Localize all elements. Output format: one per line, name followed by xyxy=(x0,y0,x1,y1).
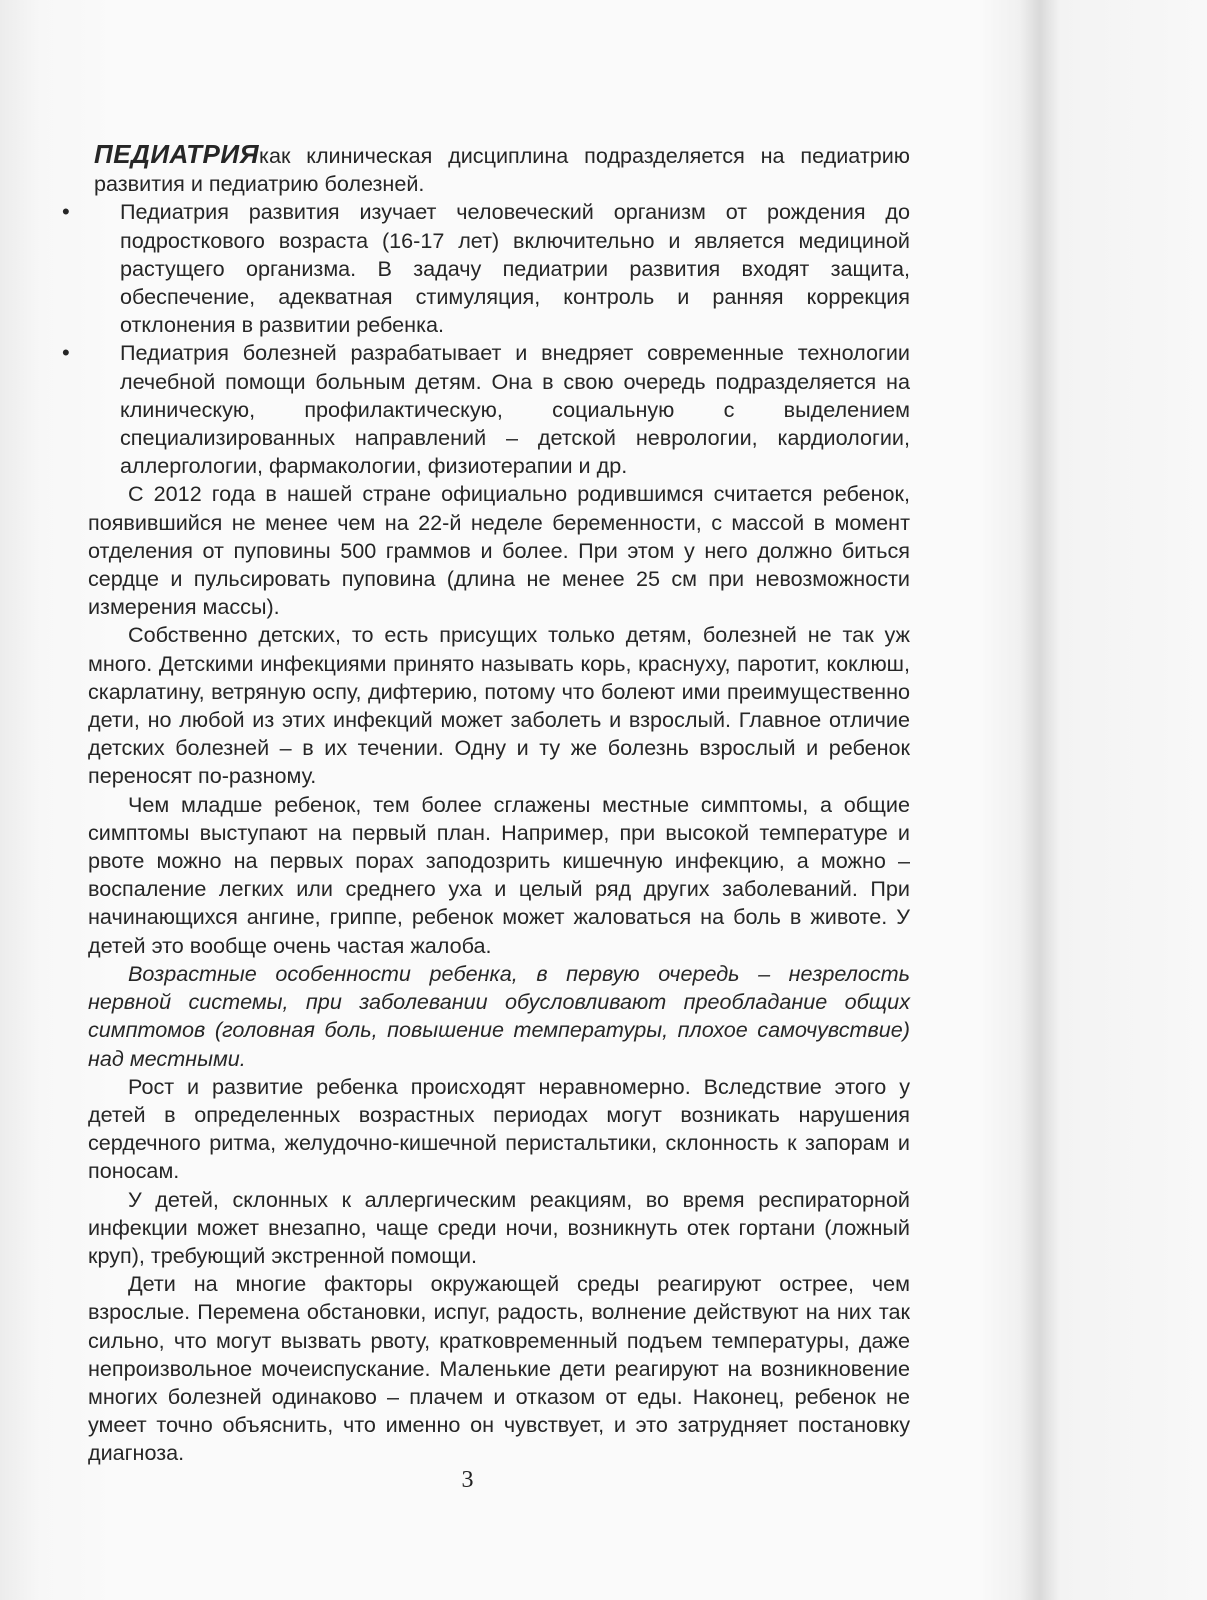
paragraph-allergy: У детей, склонных к аллергическим реакциям, во время респираторной инфекции может внезапно, чаще среди ночи, возникнуть отек гортани (ложный круп), требующий экстренной помощи. xyxy=(88,1186,910,1268)
page-body xyxy=(88,140,910,1468)
paragraph-age-features: Возрастные особенности ребенка, в первую очередь – незрелость нервной системы, при заболевании обусловливают преобладание общих симптомов (головная боль, повышение температуры, плохое самочувствие) над местными. xyxy=(88,960,910,1071)
paragraph-environment: Дети на многие факторы окружающей среды реагируют острее, чем взрослые. Перемена обстановки, испуг, радость, волнение действуют на них так сильно, что могут вызвать рвоту, кратковременный подъем температуры, даже непроизвольное мочеиспускание. Маленькие дети реагируют на возникновение многих болезней одинаково – плачем и отказом от еды. Наконец, ребенок не умеет точно объяснить, что именно он чувствует, и это затрудняет постановку диагноза. xyxy=(88,1271,910,1466)
paragraph-children-diseases: Собственно детских, то есть присущих только детям, болезней не так уж много. Детскими инфекциями принято называть корь, краснуху, паротит, коклюш, скарлатину, ветряную оспу, дифтерию, потому что болеют ими преимущественно дети, но любой из этих инфекций может заболеть и взрослый. Главное отличие детских болезней – в их течении. Одну и ту же болезнь взрослый и ребенок переносят по-разному. xyxy=(88,622,910,789)
lead-paragraph xyxy=(88,140,910,198)
paragraph-growth: Рост и развитие ребенка происходят неравномерно. Вследствие этого у детей в определенных возрастных периодах могут возникать нарушения сердечного ритма, желудочно-кишечной перистальтики, склонность к запорам и поносам. xyxy=(88,1073,910,1184)
paragraph-birth-definition: С 2012 года в нашей стране официально родившимся считается ребенок, появившийся не менее чем на 22-й неделе беременности, с массой в момент отделения от пуповины 500 граммов и более. При этом у него должно биться сердце и пульсировать пуповина (длина не менее 25 см при невозможности измерения массы). xyxy=(88,481,910,620)
lead-text: как клиническая дисциплина подразделяется на педиатрию развития и педиатрию болезней. xyxy=(94,143,910,197)
bullet-list xyxy=(88,198,910,480)
page-number: 3 xyxy=(461,1467,474,1493)
lead-term: ПЕДИАТРИЯ xyxy=(94,139,260,169)
list-item: • Педиатрия болезней разрабатывает и внедряет современные технологии лечебной помощи больным детям. Она в свою очередь подразделяется на клиническую, профилактическую, социальную с выделением специализированных направлений – детской неврологии, кардиологии, аллергологии, фармакологии, физиотерапии и др. xyxy=(88,339,910,480)
paragraph-symptoms: Чем младше ребенок, тем более сглажены местные симптомы, а общие симптомы выступают на первый план. Например, при высокой температуре и рвоте можно на первых порах заподозрить кишечную инфекцию, а можно – воспаление легких или среднего уха и целый ряд других заболеваний. При начинающихся ангине, гриппе, ребенок может жаловаться на боль в животе. У детей это вообще очень частая жалоба. xyxy=(88,791,910,958)
list-item: • Педиатрия развития изучает человеческий организм от рождения до подросткового возраста (16-17 лет) включительно и является медициной растущего организма. В задачу педиатрии развития входят защита, обеспечение, адекватная стимуляция, контроль и ранняя коррекция отклонения в развитии ребенка. xyxy=(88,198,910,339)
